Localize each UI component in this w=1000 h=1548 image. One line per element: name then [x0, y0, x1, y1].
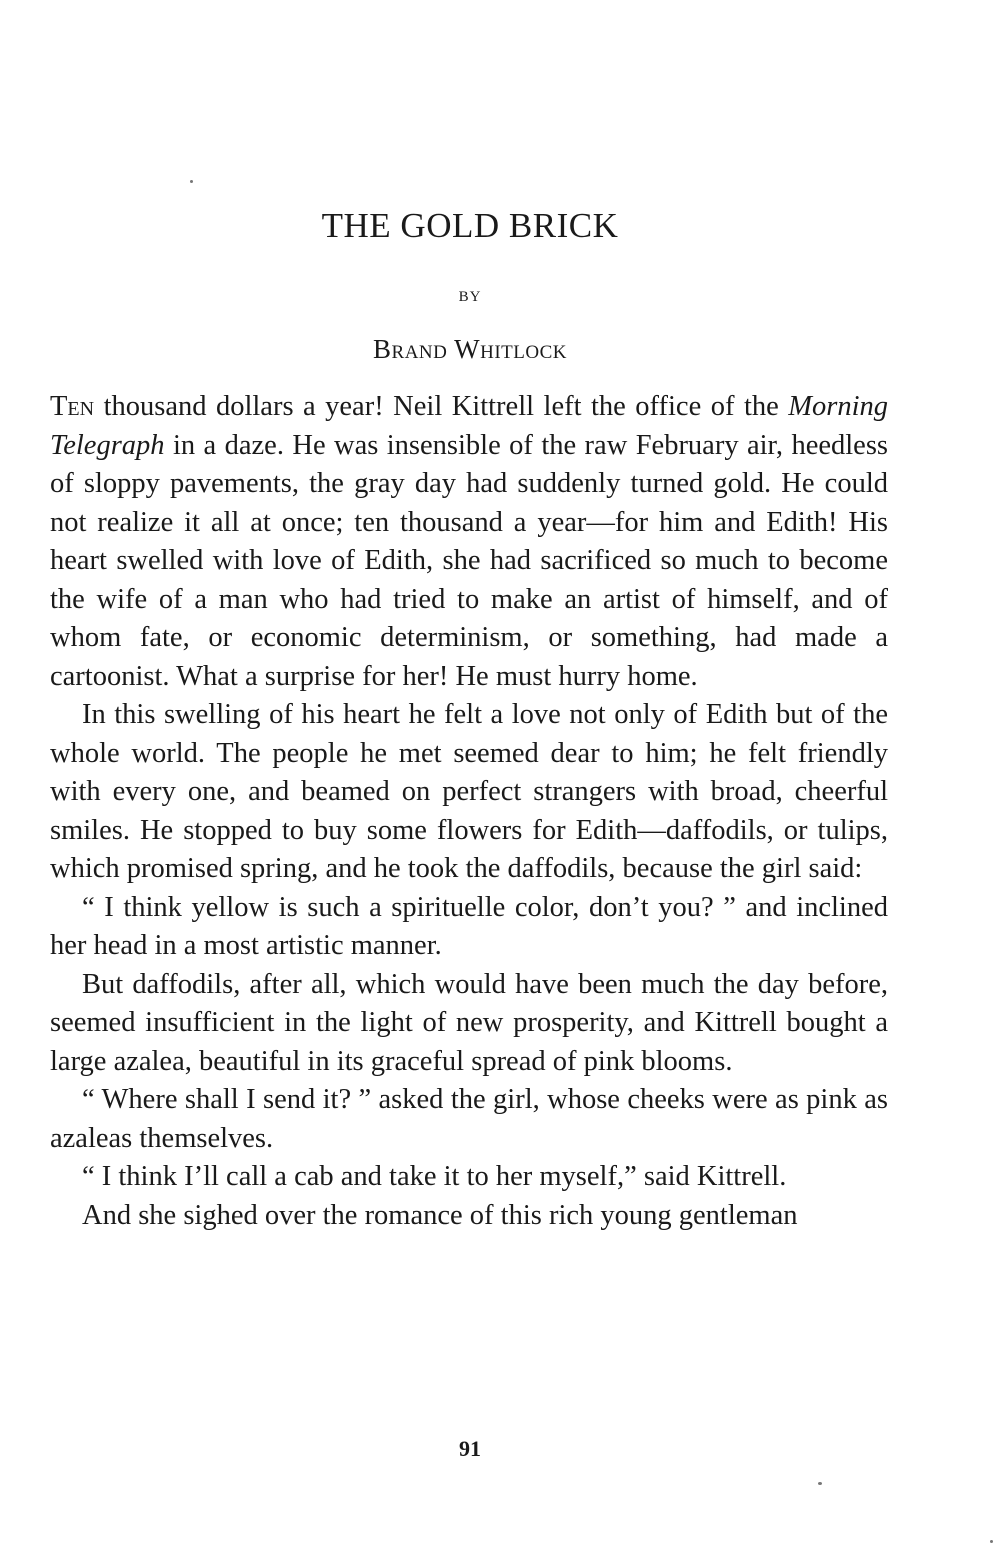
scan-speck [818, 1482, 822, 1485]
paragraph-1 [50, 388, 888, 696]
paragraph-5: “ Where shall I send it? ” asked the girl, whose cheeks were as pink as azaleas themselves. [50, 1084, 888, 1154]
opening-word: Ten [50, 391, 95, 422]
story-body [50, 388, 888, 1235]
story-title: THE GOLD BRICK [321, 206, 619, 245]
scan-speck [190, 180, 193, 183]
byline-label: BY [458, 289, 482, 305]
paragraph-4: But daffodils, after all, which would have been much the day before, seemed insufficient in the light of new prosperity, and Kittrell bought a large azalea, beautiful in its graceful spread of pink blooms. [50, 968, 888, 1077]
author-name: Brand Whitlock [373, 334, 567, 364]
page-number: 91 [459, 1436, 481, 1461]
newspaper-title: Morning Telegraph [50, 391, 888, 461]
paragraph-2: In this swelling of his heart he felt a love not only of Edith but of the whole world. The people he met seemed dear to him; he felt friendly with every one, and beamed on perfect strangers with broad, cheerful smiles. He stopped to buy some flowers for Edith—daffodils, or tulips, which promised spring, and he took the daffodils, because the girl said: [50, 699, 888, 884]
paragraph-6: “ I think I’ll call a cab and take it to her myself,” said Kittrell. [82, 1161, 787, 1192]
paragraph-1-text: in a daze. He was insensible of the raw February air, heedless of sloppy pavements, the gray day had suddenly turned gold. He could not realize it all at once; ten thousand a year—for him and Edith! His heart swelled with love of Edith, she had sacrificed so much to become the wife of a man who had tried to make an artist of himself, and of whom fate, or economic determinism, or something, had made a cartoonist. What a surprise for her! He must hurry home. [50, 429, 888, 692]
scan-speck [990, 1540, 993, 1543]
paragraph-7: And she sighed over the romance of this rich young gentleman [82, 1199, 798, 1231]
paragraph-1-text-before-italic: thousand dollars a year! Neil Kittrell left the office of the [94, 391, 789, 422]
paragraph-3: “ I think yellow is such a spirituelle color, don’t you? ” and inclined her head in a most artistic manner. [50, 891, 888, 961]
